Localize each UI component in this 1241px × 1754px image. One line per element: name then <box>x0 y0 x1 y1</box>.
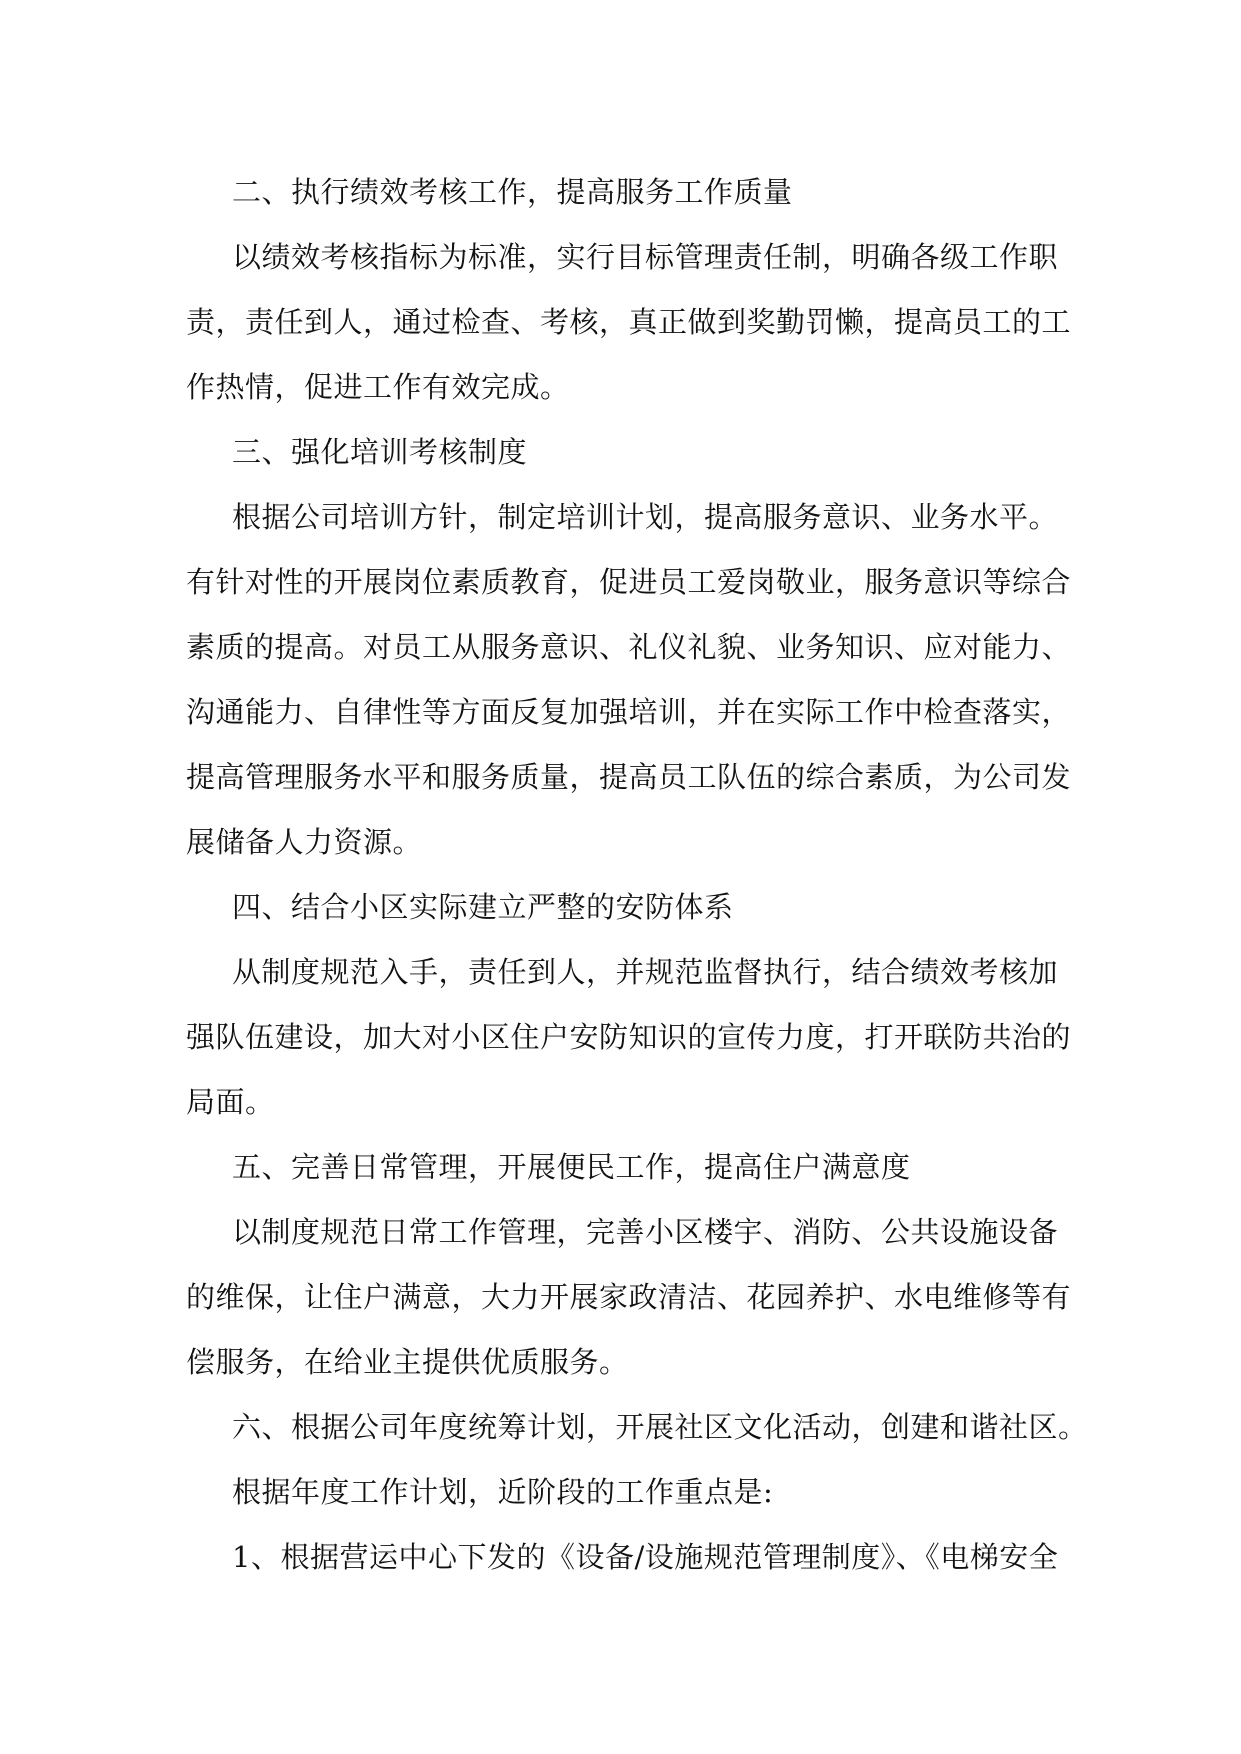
paragraph-line: 沟通能力、自律性等方面反复加强培训，并在实际工作中检查落实， <box>186 695 1072 729</box>
list-item-1: 1、根据营运中心下发的《设备/设施规范管理制度》、《电梯安全 <box>232 1540 1059 1574</box>
paragraph-line: 素质的提高。对员工从服务意识、礼仪礼貌、业务知识、应对能力、 <box>186 630 1072 664</box>
paragraph-line: 责，责任到人，通过检查、考核，真正做到奖勤罚懒，提高员工的工 <box>186 305 1072 339</box>
paragraph-line: 作热情，促进工作有效完成。 <box>186 370 570 404</box>
paragraph-line: 局面。 <box>186 1085 275 1119</box>
paragraph-line: 根据公司培训方针，制定培训计划，提高服务意识、业务水平。 <box>232 500 1059 534</box>
paragraph-line: 偿服务，在给业主提供优质服务。 <box>186 1345 629 1379</box>
section-heading-2: 二、执行绩效考核工作，提高服务工作质量 <box>232 175 793 209</box>
paragraph-line: 的维保，让住户满意，大力开展家政清洁、花园养护、水电维修等有 <box>186 1280 1072 1314</box>
section-heading-4: 四、结合小区实际建立严整的安防体系 <box>232 890 734 924</box>
document-body <box>186 160 1088 1590</box>
paragraph-line: 从制度规范入手，责任到人，并规范监督执行，结合绩效考核加 <box>232 955 1059 989</box>
paragraph-line: 提高管理服务水平和服务质量，提高员工队伍的综合素质，为公司发 <box>186 760 1072 794</box>
section-heading-3: 三、强化培训考核制度 <box>232 435 528 469</box>
paragraph-line: 强队伍建设，加大对小区住户安防知识的宣传力度，打开联防共治的 <box>186 1020 1072 1054</box>
section-heading-5: 五、完善日常管理，开展便民工作，提高住户满意度 <box>232 1150 911 1184</box>
paragraph-line: 根据年度工作计划，近阶段的工作重点是: <box>232 1475 774 1509</box>
section-heading-6: 六、根据公司年度统筹计划，开展社区文化活动，创建和谐社区。 <box>232 1410 1088 1444</box>
paragraph-line: 有针对性的开展岗位素质教育，促进员工爱岗敬业，服务意识等综合 <box>186 565 1072 599</box>
paragraph-line: 展储备人力资源。 <box>186 825 423 859</box>
paragraph-line: 以绩效考核指标为标准，实行目标管理责任制，明确各级工作职 <box>232 240 1059 274</box>
paragraph-line: 以制度规范日常工作管理，完善小区楼宇、消防、公共设施设备 <box>232 1215 1059 1249</box>
